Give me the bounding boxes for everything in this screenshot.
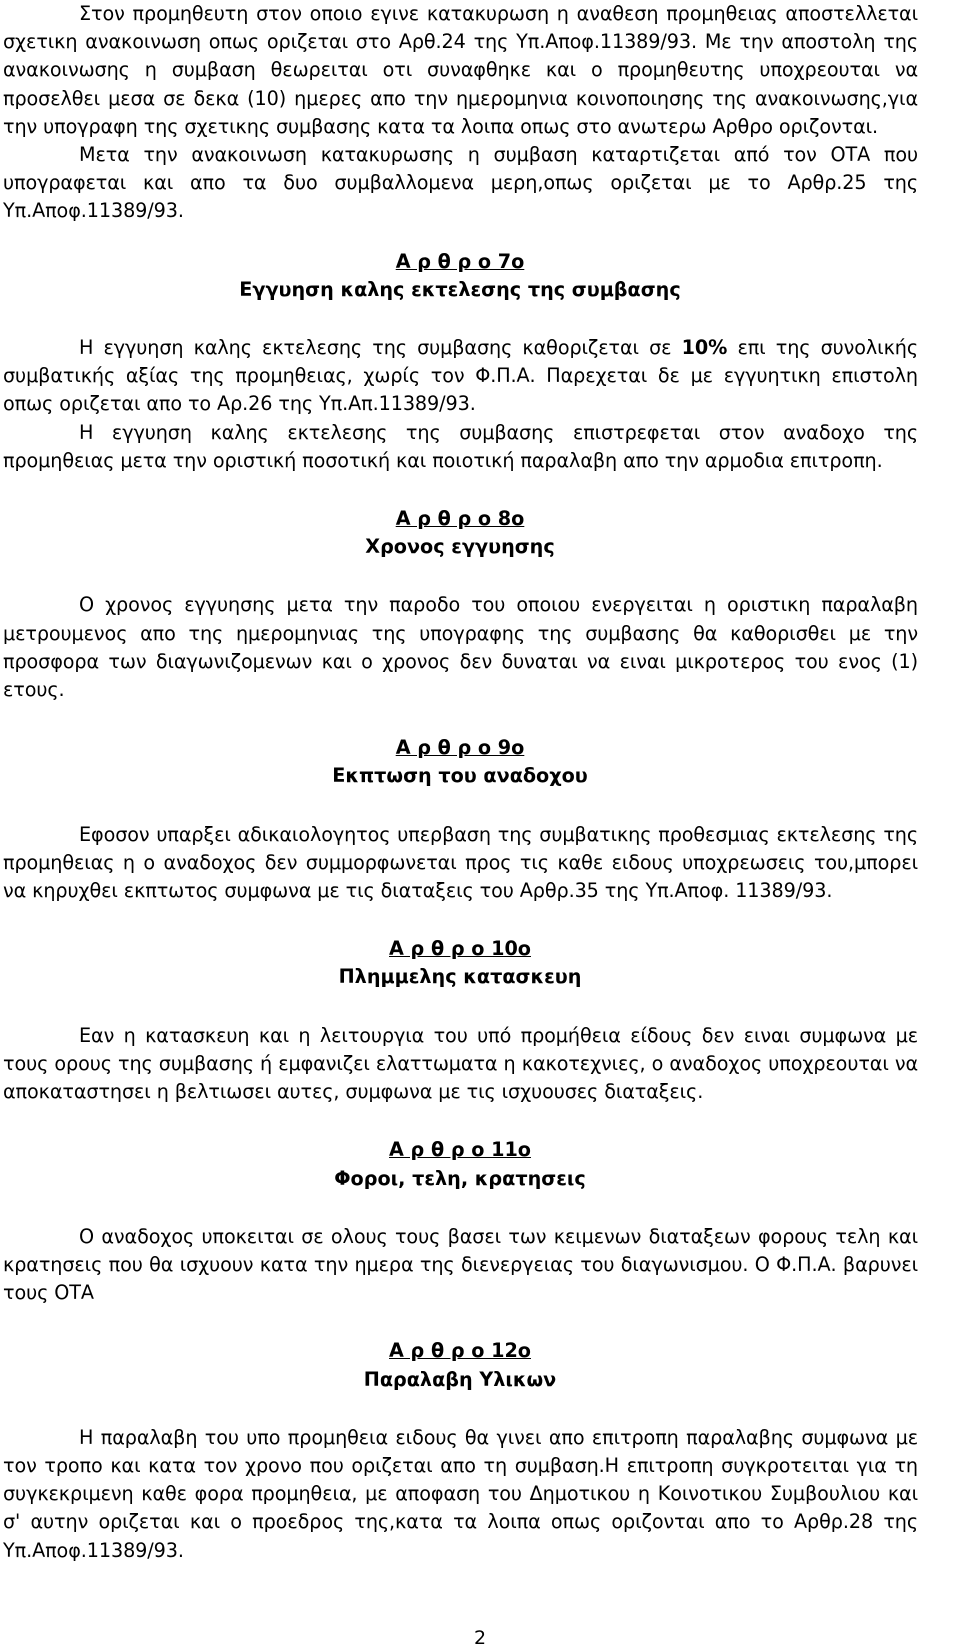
- intro-paragraph-1: Στον προμηθευτη στον οποιο εγινε κατακυρωση η αναθεση προμηθειας αποστελλεται σχετικη ανακοινωση οπως οριζεται στο Αρθ.24 της Υπ.Αποφ.11389/93. Με την αποστολη της ανακοινωσης η συμβαση θεωρειται οτι συναφθηκε και ο προμηθευτης υποχρεουται να προσελθει μεσα σε δεκα (10) ημερες απο την ημερομηνια κοινοποιησης της ανακοινωσης,για την υπογραφη της σχετικης συμβασης κατα τα λοιπα οπως στο ανωτερω Αρθρο οριζονται.: [3, 2, 918, 138]
- intro-paragraph-2: Μετα την ανακοινωση κατακυρωσης η συμβαση καταρτιζεται από τον ΟΤΑ που υπογραφεται και απο τα δυο συμβαλλομενα μερη,οπως οριζεται με το Αρθρ.25 της Υπ.Αποφ.11389/93.: [3, 143, 918, 223]
- article-11-title: Φοροι, τελη, κρατησεις: [334, 1166, 586, 1190]
- article-10-heading: [0, 935, 960, 991]
- article-12-paragraph-1: Η παραλαβη του υπο προμηθεια ειδους θα γινει απο επιτροπη παραλαβης συμφωνα με τον τροπο και κατα τον χρονο που οριζεται απο τη συμβαση.Η επιτροπη συγκροτειται για τη συγκεκριμενη καθε φορα προμηθεια, με αποφαση του Δημοτικου η Κοινοτικου Συμβουλιου και σ' αυτην οριζεται και ο προεδρος της,κατα τα λοιπα οπως οριζονται απο το Αρθρ.28 της Υπ.Αποφ.11389/93.: [3, 1425, 918, 1562]
- article-8-label: Α ρ θ ρ ο 8ο: [395, 507, 525, 531]
- article-7-paragraph-1: [0, 334, 960, 419]
- article-10-label: Α ρ θ ρ ο 10ο: [389, 937, 531, 961]
- article-8-paragraph-1: Ο χρονος εγγυησης μετα την παροδο του οποιου ενεργειται η οριστικη παραλαβη μετρουμενος απο της ημερομηνιας της υπογραφης της συμβασης θα καθορισθει με την προσφορα των διαγωνιζομενων και ο χρονος δεν δυναται να ειναι μικροτερος του ενος (1) ετους.: [3, 593, 918, 702]
- article-11-paragraph-1: Ο αναδοχος υποκειται σε ολους τους βασει των κειμενων διαταξεων φορους τελη και κρατησεις που θα ισχυουν κατα την ημερα της διενεργειας του διαγωνισμου. Ο Φ.Π.Α. βαρυνει τους ΟΤΑ: [3, 1224, 918, 1305]
- article-7-paragraph-2: Η εγγυηση καλης εκτελεσης της συμβασης επιστρεφεται στον αναδοχο της προμηθειας μετα την οριστική ποσοτική και ποιοτική παραλαβη απο την αρμοδια επιτροπη.: [3, 420, 918, 472]
- article-11-label: Α ρ θ ρ ο 11ο: [389, 1138, 531, 1162]
- article-9-heading: [0, 734, 960, 790]
- article-9-label: Α ρ θ ρ ο 9ο: [395, 736, 525, 760]
- article-9-title: Εκπτωση του αναδοχου: [332, 764, 588, 788]
- article-9-paragraph-1: Εφοσον υπαρξει αδικαιολογητος υπερβαση της συμβατικης προθεσμιας εκτελεσης της προμηθειας η ο αναδοχος δεν συμμορφωνεται προς τις καθε ειδους υποχρεωσεις του,μπορει να κηρυχθει εκπτωτος συμφωνα με τις διαταξεις του Αρθρ.35 της Υπ.Αποφ. 11389/93.: [3, 822, 918, 903]
- article-7-text-a: Η εγγυηση καλης εκτελεσης της συμβασης καθοριζεται σε: [79, 336, 682, 360]
- article-8-title: Χρονος εγγυησης: [365, 535, 555, 559]
- article-7-label: Α ρ θ ρ ο 7ο: [395, 249, 525, 273]
- article-12-heading: [0, 1337, 960, 1393]
- article-8-heading: [0, 505, 960, 561]
- article-7-heading: [0, 248, 960, 304]
- guarantee-percent: 10%: [681, 336, 728, 360]
- article-10-title: Πλημμελης κατασκευη: [338, 965, 582, 989]
- page-number: 2: [473, 1627, 487, 1649]
- article-11-heading: [0, 1136, 960, 1192]
- article-7-text-b: επι της συνολικής συμβατικής αξίας της προμηθειας, χωρίς τον Φ.Π.Α. Παρεχεται δε με εγγυητικη επιστολη οπως οριζεται απο το Αρ.26 της Υπ.Απ.11389/93.: [3, 336, 919, 416]
- article-10-paragraph-1: Εαν η κατασκευη και η λειτουργια του υπό προμήθεια είδους δεν ειναι συμφωνα με τους ορους της συμβασης ή εμφανιζει ελαττωματα η κακοτεχνιες, ο αναδοχος υποχρεουται να αποκαταστησει η βελτιωσει αυτες, συμφωνα με τις ισχυουσες διαταξεις.: [3, 1023, 918, 1104]
- article-7-title: Εγγυηση καλης εκτελεσης της συμβασης: [239, 277, 681, 301]
- article-12-title: Παραλαβη Υλικων: [363, 1367, 557, 1391]
- article-12-label: Α ρ θ ρ ο 12ο: [389, 1339, 531, 1363]
